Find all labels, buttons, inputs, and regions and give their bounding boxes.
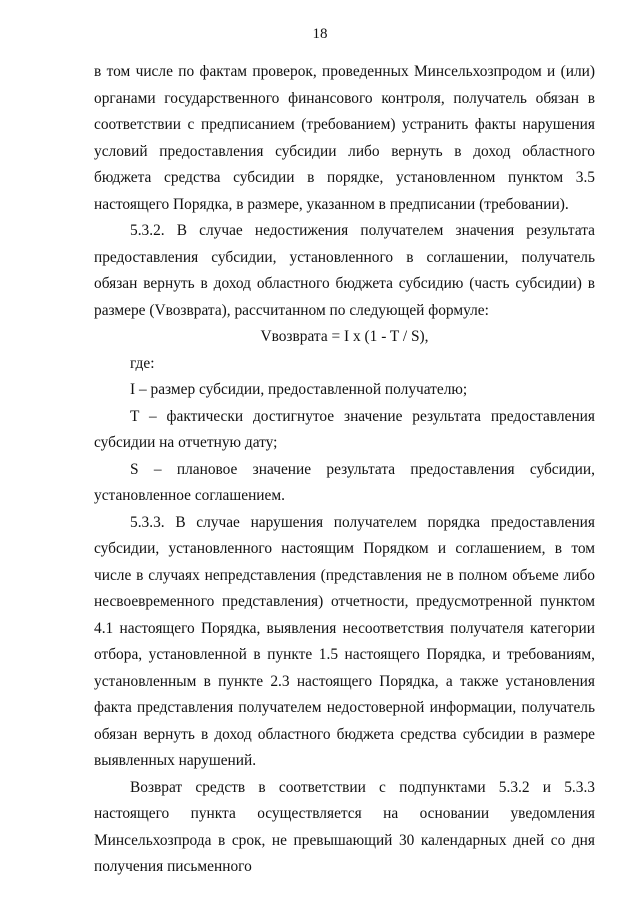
paragraph-continuation: в том числе по фактам проверок, проведенных Минсельхозпродом и (или) органами государственного финансового контроля, получатель обязан в соответствии с предписанием (требованием) устранить факты нарушения условий предоставления субсидии либо вернуть в доход областного бюджета средства субсидии в порядке, установленном пунктом 3.5 настоящего Порядка, в размере, указанном в предписании (требовании).: [94, 63, 595, 213]
formula-where: где:: [130, 354, 155, 372]
paragraph-refund: Возврат средств в соответствии с подпунктами 5.3.2 и 5.3.3 настоящего пункта осуществляется на основании уведомления Минсельхозпрода в срок, не превышающий 30 календарных дней со дня получения письменного: [94, 778, 595, 875]
definition-i: I – размер субсидии, предоставленной получателю;: [130, 381, 468, 398]
definition-s: S – плановое значение результата предоставления субсидии, установленное соглашением.: [94, 460, 595, 504]
page-number: 18: [312, 26, 328, 42]
formula: Vвозврата = I x (1 - T / S),: [260, 328, 429, 345]
paragraph-5-3-2: 5.3.2. В случае недостижения получателем значения результата предоставления субсидии, установленного в соглашении, получатель обязан вернуть в доход областного бюджета субсидию (часть субсидии) в размере (Vвозврата), рассчитанном по следующей формуле:: [94, 222, 595, 319]
definition-t: T – фактически достигнутое значение результата предоставления субсидии на отчетную дату;: [94, 407, 595, 451]
document-body: [94, 59, 595, 881]
paragraph-5-3-3: 5.3.3. В случае нарушения получателем порядка предоставления субсидии, установленного настоящим Порядком и соглашением, в том числе в случаях непредставления (представления не в полном объеме либо несвоевременного представления) отчетности, предусмотренной пунктом 4.1 настоящего Порядка, выявления несоответствия получателя категории отбора, установленной в пункте 1.5 настоящего Порядка, и требованиям, установленным в пункте 2.3 настоящего Порядка, а также установления факта представления получателем недостоверной информации, получатель обязан вернуть в доход областного бюджета средства субсидии в размере выявленных нарушений.: [94, 513, 595, 769]
